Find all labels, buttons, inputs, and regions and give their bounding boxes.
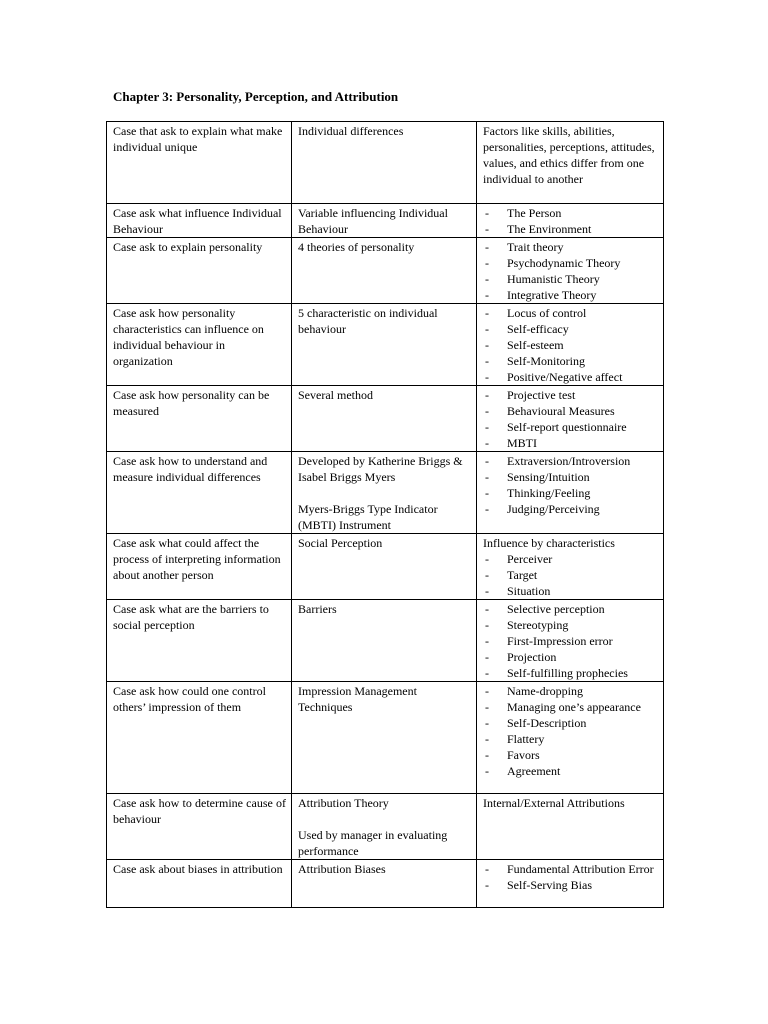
case-cell: Case ask how personality can be measured bbox=[107, 386, 292, 452]
list-item: - The Person bbox=[483, 205, 658, 221]
details-cell bbox=[477, 534, 664, 600]
chapter-title: Chapter 3: Personality, Perception, and Attribution bbox=[113, 89, 399, 104]
list-item: - Locus of control bbox=[483, 305, 658, 321]
case-cell: Case ask about biases in attribution bbox=[107, 860, 292, 908]
details-cell bbox=[477, 794, 664, 860]
list-item: - Humanistic Theory bbox=[483, 271, 658, 287]
topic-cell bbox=[292, 682, 477, 794]
list-item: - Self-Serving Bias bbox=[483, 877, 658, 893]
list-item: - Behavioural Measures bbox=[483, 403, 658, 419]
table-row bbox=[107, 386, 664, 452]
case-cell: Case ask what are the barriers to social perception bbox=[107, 600, 292, 682]
topic-note: Myers-Briggs Type Indicator (MBTI) Instrument bbox=[298, 502, 438, 532]
details-cell bbox=[477, 452, 664, 534]
details-list bbox=[483, 601, 658, 681]
list-item: - Self-efficacy bbox=[483, 321, 658, 337]
topic-cell bbox=[292, 600, 477, 682]
topic-text: 5 characteristic on individual behaviour bbox=[298, 306, 438, 336]
details-text: Influence by characteristics bbox=[483, 536, 615, 550]
list-item: - The Environment bbox=[483, 221, 658, 237]
details-list bbox=[483, 861, 658, 893]
list-item: - Name-dropping bbox=[483, 683, 658, 699]
topic-text: Individual differences bbox=[298, 124, 404, 138]
list-item: - Thinking/Feeling bbox=[483, 485, 658, 501]
table-row bbox=[107, 238, 664, 304]
list-item: - MBTI bbox=[483, 435, 658, 451]
details-list bbox=[483, 683, 658, 779]
case-cell: Case ask how could one control others’ impression of them bbox=[107, 682, 292, 794]
details-text: Internal/External Attributions bbox=[483, 796, 625, 810]
topic-cell bbox=[292, 452, 477, 534]
topic-text: Social Perception bbox=[298, 536, 383, 550]
list-item: - Extraversion/Introversion bbox=[483, 453, 658, 469]
table-row bbox=[107, 600, 664, 682]
list-item: - Positive/Negative affect bbox=[483, 369, 658, 385]
details-cell bbox=[477, 238, 664, 304]
details-list bbox=[483, 387, 658, 451]
table-row bbox=[107, 304, 664, 386]
details-text: Factors like skills, abilities, personalities, perceptions, attitudes, values, and ethics differ from one individual to another bbox=[483, 124, 655, 186]
topic-cell bbox=[292, 386, 477, 452]
case-cell: Case ask how personality characteristics can influence on individual behaviour in organization bbox=[107, 304, 292, 386]
table-row bbox=[107, 452, 664, 534]
case-cell: Case ask how to determine cause of behaviour bbox=[107, 794, 292, 860]
topic-text: Impression Management Techniques bbox=[298, 684, 417, 714]
list-item: - Self-report questionnaire bbox=[483, 419, 658, 435]
list-item: - Projection bbox=[483, 649, 658, 665]
details-cell bbox=[477, 304, 664, 386]
details-list bbox=[483, 453, 658, 517]
details-cell bbox=[477, 386, 664, 452]
details-cell bbox=[477, 682, 664, 794]
details-list bbox=[483, 305, 658, 385]
list-item: - Situation bbox=[483, 583, 658, 599]
case-cell: Case that ask to explain what make individual unique bbox=[107, 122, 292, 204]
topic-text: Attribution Theory bbox=[298, 796, 389, 810]
details-cell bbox=[477, 860, 664, 908]
list-item: - Managing one’s appearance bbox=[483, 699, 658, 715]
topic-text: Developed by Katherine Briggs & Isabel Briggs Myers bbox=[298, 454, 463, 484]
list-item: - Projective test bbox=[483, 387, 658, 403]
table-row bbox=[107, 794, 664, 860]
case-cell: Case ask what could affect the process of interpreting information about another person bbox=[107, 534, 292, 600]
topic-cell bbox=[292, 794, 477, 860]
case-cell: Case ask what influence Individual Behaviour bbox=[107, 204, 292, 238]
list-item: - Integrative Theory bbox=[483, 287, 658, 303]
table-row bbox=[107, 122, 664, 204]
table-row bbox=[107, 682, 664, 794]
topic-text: Several method bbox=[298, 388, 373, 402]
topic-cell bbox=[292, 204, 477, 238]
details-cell bbox=[477, 204, 664, 238]
table-row bbox=[107, 534, 664, 600]
details-list bbox=[483, 239, 658, 303]
details-list bbox=[483, 551, 658, 599]
summary-table bbox=[106, 121, 664, 908]
table-row bbox=[107, 204, 664, 238]
list-item: - Self-Monitoring bbox=[483, 353, 658, 369]
list-item: - First-Impression error bbox=[483, 633, 658, 649]
details-list bbox=[483, 205, 658, 237]
list-item: - Self-Description bbox=[483, 715, 658, 731]
list-item: - Fundamental Attribution Error bbox=[483, 861, 658, 877]
topic-text: 4 theories of personality bbox=[298, 240, 415, 254]
list-item: - Stereotyping bbox=[483, 617, 658, 633]
list-item: - Perceiver bbox=[483, 551, 658, 567]
topic-note: Used by manager in evaluating performance bbox=[298, 828, 448, 858]
topic-cell bbox=[292, 534, 477, 600]
details-cell bbox=[477, 600, 664, 682]
list-item: - Flattery bbox=[483, 731, 658, 747]
topic-cell bbox=[292, 238, 477, 304]
summary-table-body bbox=[107, 122, 664, 908]
topic-cell bbox=[292, 860, 477, 908]
topic-cell bbox=[292, 122, 477, 204]
list-item: - Selective perception bbox=[483, 601, 658, 617]
list-item: - Self-fulfilling prophecies bbox=[483, 665, 658, 681]
list-item: - Target bbox=[483, 567, 658, 583]
list-item: - Agreement bbox=[483, 763, 658, 779]
details-cell bbox=[477, 122, 664, 204]
topic-text: Attribution Biases bbox=[298, 862, 386, 876]
list-item: - Sensing/Intuition bbox=[483, 469, 658, 485]
topic-text: Barriers bbox=[298, 602, 337, 616]
list-item: - Psychodynamic Theory bbox=[483, 255, 658, 271]
list-item: - Judging/Perceiving bbox=[483, 501, 658, 517]
list-item: - Trait theory bbox=[483, 239, 658, 255]
table-row bbox=[107, 860, 664, 908]
topic-cell bbox=[292, 304, 477, 386]
list-item: - Self-esteem bbox=[483, 337, 658, 353]
case-cell: Case ask how to understand and measure individual differences bbox=[107, 452, 292, 534]
list-item: - Favors bbox=[483, 747, 658, 763]
topic-text: Variable influencing Individual Behaviour bbox=[298, 206, 448, 236]
case-cell: Case ask to explain personality bbox=[107, 238, 292, 304]
